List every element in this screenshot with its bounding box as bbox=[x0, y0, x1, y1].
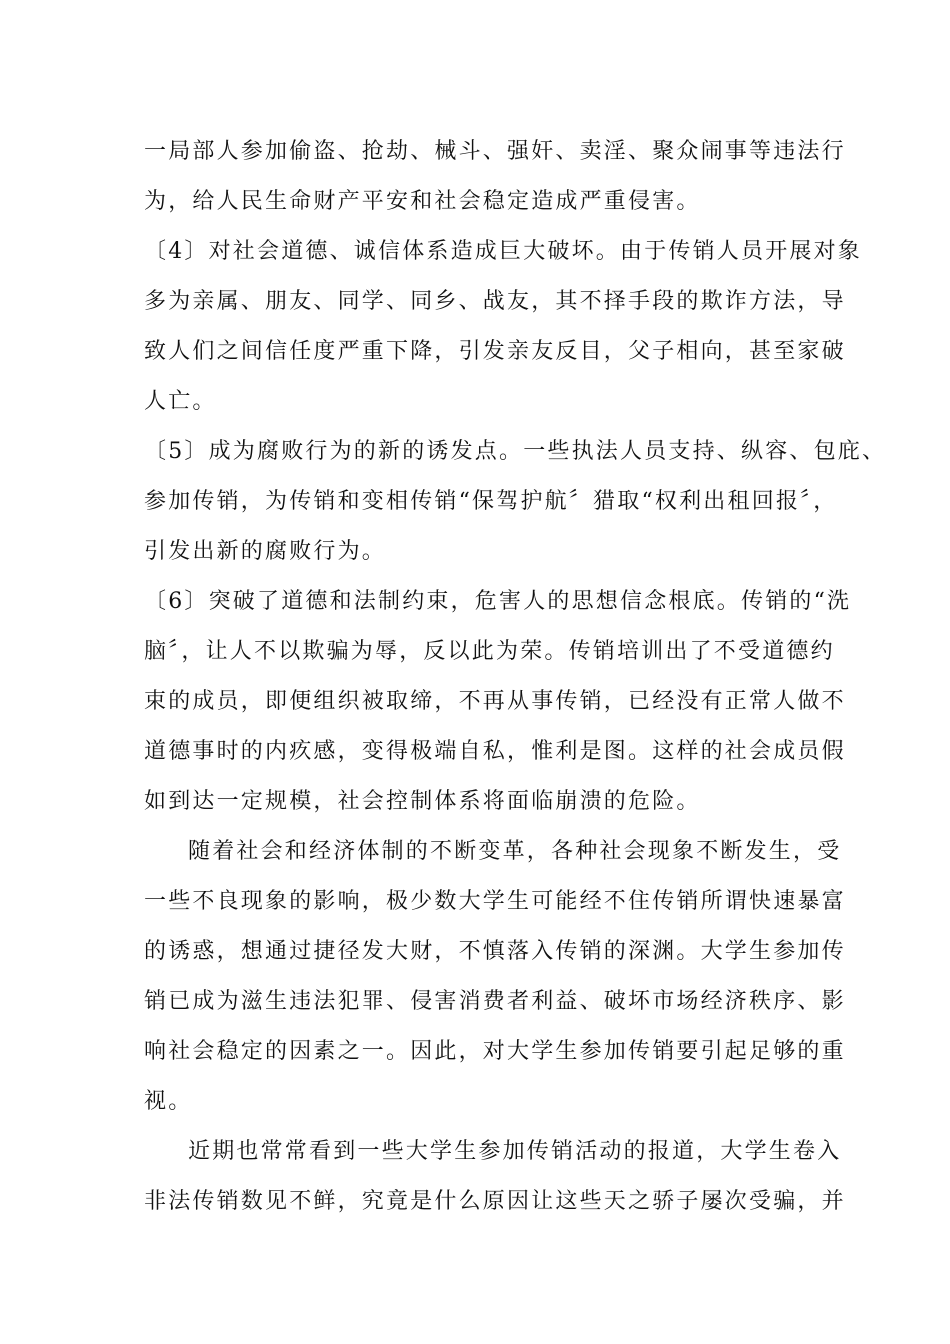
text-line: 脑〞，让人不以欺骗为辱，反以此为荣。传销培训出了不受道德约 bbox=[144, 639, 835, 664]
text-line: 〔6〕突破了道德和法制约束，危害人的思想信念根底。传销的“洗 bbox=[144, 589, 852, 614]
text-line: 的诱惑，想通过捷径发大财，不慎落入传销的深渊。大学生参加传 bbox=[144, 939, 846, 964]
text-line: 为，给人民生命财产平安和社会稳定造成严重侵害。 bbox=[144, 189, 701, 214]
text-line: 〔5〕成为腐败行为的新的诱发点。一些执法人员支持、纵容、包庇、 bbox=[144, 439, 887, 464]
text-line: 道德事时的内疚感，变得极端自私，惟利是图。这样的社会成员假 bbox=[144, 739, 846, 764]
text-line: 人亡。 bbox=[144, 389, 217, 414]
text-line: 多为亲属、朋友、同学、同乡、战友，其不择手段的欺诈方法，导 bbox=[144, 289, 846, 314]
text-line: 参加传销，为传销和变相传销“保驾护航〞猎取“权利出租回报〞， bbox=[144, 489, 838, 514]
text-line: 响社会稳定的因素之一。因此，对大学生参加传销要引起足够的重 bbox=[144, 1039, 846, 1064]
text-line: 非法传销数见不鲜，究竟是什么原因让这些天之骄子屡次受骗，并 bbox=[144, 1189, 846, 1214]
paragraph-start-line: 近期也常常看到一些大学生参加传销活动的报道，大学生卷入 bbox=[188, 1139, 842, 1164]
text-line: 视。 bbox=[144, 1089, 193, 1114]
text-line: 引发出新的腐败行为。 bbox=[144, 539, 387, 564]
paragraph-start-line: 随着社会和经济体制的不断变革，各种社会现象不断发生，受 bbox=[188, 839, 842, 864]
text-line: 一些不良现象的影响，极少数大学生可能经不住传销所谓快速暴富 bbox=[144, 889, 846, 914]
text-line: 致人们之间信任度严重下降，引发亲友反目，父子相向，甚至家破 bbox=[144, 339, 846, 364]
text-line: 〔4〕对社会道德、诚信体系造成巨大破坏。由于传销人员开展对象 bbox=[144, 239, 862, 264]
text-line: 一局部人参加偷盗、抢劫、械斗、强奸、卖淫、聚众闹事等违法行 bbox=[144, 139, 846, 164]
text-line: 束的成员，即便组织被取缔，不再从事传销，已经没有正常人做不 bbox=[144, 689, 846, 714]
text-line: 销已成为滋生违法犯罪、侵害消费者利益、破坏市场经济秩序、影 bbox=[144, 989, 846, 1014]
text-line: 如到达一定规模，社会控制体系将面临崩溃的危险。 bbox=[144, 789, 701, 814]
